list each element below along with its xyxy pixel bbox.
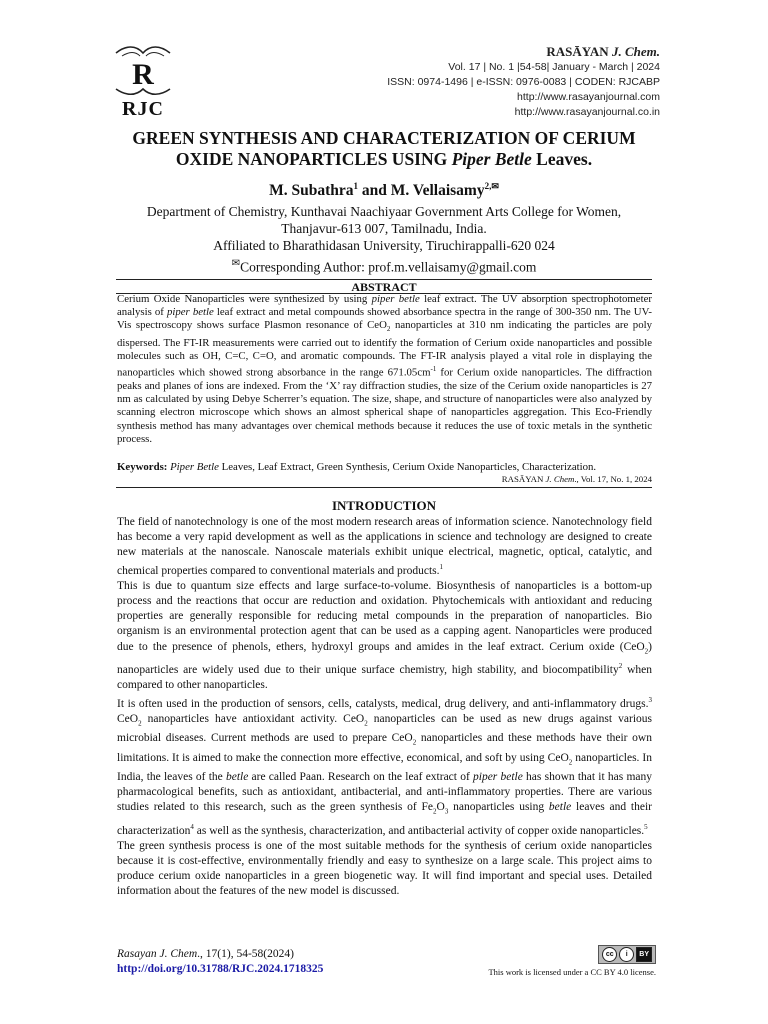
affiliation: Department of Chemistry, Kunthavai Naachiyaar Government Arts College for Women, Thanjavur-613 007, Tamilnadu, India. Affiliated to Bharathidasan University, Tiruchirappalli-620 024 ✉Corresponding Author: prof.m.vellaisamy@gmail.com [100, 203, 668, 275]
author-list: M. Subathra$^1$ and M. Vellaisamy$^{2,✉}$ [269, 181, 499, 200]
license-block [488, 945, 656, 977]
abstract-bottom-rule [116, 487, 652, 488]
license-text: This work is licensed under a CC BY 4.0 license. [488, 967, 656, 977]
introduction-heading: INTRODUCTION [331, 498, 436, 513]
author-1: M. Subathra [269, 182, 354, 200]
author-2: M. Vellaisamy [390, 182, 485, 200]
logo-emblem-icon [112, 44, 174, 96]
mail-icon: ✉ [491, 181, 499, 191]
logo-letter: R [132, 58, 154, 91]
journal-logo [112, 44, 174, 122]
doi-link[interactable]: http://doi.org/10.31788/RJC.2024.1718325 [117, 963, 324, 975]
journal-header [387, 44, 660, 120]
journal-url-1[interactable]: http://www.rasayanjournal.com [517, 91, 660, 103]
abstract-text: Cerium Oxide Nanoparticles were synthesized by using piper betle leaf extract. The UV absorption spectrophotometer analysis of piper betle leaf extract and metal compounds showed absorbance spectra in the range of 300-350 nm. The UV-Vis spectroscopy shows surface Plasmon resonance of CeO$_2$ nanoparticles at 310 nm indicating the particles are poly dispersed. The FT-IR measurements were carried out to identify the formation of Cerium oxide nanoparticles and possible molecules such as OH, C=C, C=O, and aromatic compounds. The FT-IR analysis played a vital role in displaying the nanoparticles which showed strong absorbance in the range $671.05cm^{-1}$ for Cerium oxide nanoparticles. The diffraction peaks and planes of ions are indexed. From the ‘X’ ray diffraction studies, the size of the Cerium oxide nanoparticles is 27 nm as calculated by using Debye Scherrer’s equation. The size, shape, and structure of nanoparticles were also analyzed by scanning electron microscope which shows an almost spherical shape of nanoparticles aggregation. This Eco-Friendly synthesis method has many advantages over chemical methods because it reduces the use of toxic metals in the synthetic process. [117, 293, 653, 445]
journal-issue: Vol. 17 | No. 1 |54-58| January - March | 2024 [448, 61, 660, 73]
intro-paragraph-3: It is often used in the production of sensors, cells, catalysts, medical, drug delivery, and anti-inflammatory drugs.$^3$ CeO$_2$ nanoparticles have antioxidant activity. CeO$_2$ nanoparticles can be used as new drugs against various microbial diseases. Current methods are used to prepare CeO$_2$ nanoparticles and these methods have their own limitations. It is aimed to make the connection more effective, economical, and soft by using CeO$_2$ nanoparticles. In India, the leaves of the betle are called Paan. Research on the leaf extract of piper betle has shown that it has many pharmacological benefits, such as antioxidant, antibacterial, and anti-inflammatory properties. There are various studies related to this research, such as the green synthesis of $Fe_2O_3$ nanoparticles using betle leaves and their characterization$^4$ as well as the synthesis, characterization, and antibacterial activity of copper oxide nanoparticles.$^5$ [117, 695, 652, 837]
intro-paragraph-2: This is due to quantum size effects and large surface-to-volume. Biosynthesis of nanoparticles is a bottom-up process and the reactions that occur are reduction and oxidation. Phytochemicals with antioxidant and reducing properties are generally responsible for reducing metal compounds in the preparation of nanoparticles. Bio organism is an environmental protection agent that can be used as a capping agent. Nanoparticles were produced due to the presence of phenols, ethers, hydroxyl groups and amides in the leaf extract. Cerium oxide (CeO$_2$) nanoparticles are widely used due to their unique surface chemistry, high stability, and biocompatibility$^2$ when compared to other nanoparticles. [117, 580, 652, 691]
footer-citation: Rasayan J. Chem., 17(1), 54-58(2024) http://doi.org/10.31788/RJC.2024.1718325 [117, 948, 324, 975]
introduction-body [117, 515, 652, 899]
journal-url-2[interactable]: http://www.rasayanjournal.co.in [514, 106, 660, 118]
intro-paragraph-4: The green synthesis process is one of the most suitable methods for the synthesis of cerium oxide nanoparticles because it is cost-effective, environmentally friendly and easy to synthesize on a large scale. This project aims to produce cerium oxide nanoparticles in a green biogenetic way. It will find important and special uses. Detailed information about the features of the new model is discussed. [117, 839, 652, 897]
paper-title: GREEN SYNTHESIS AND CHARACTERIZATION OF CERIUM OXIDE NANOPARTICLES USING Piper Betle Leaves. [132, 128, 636, 169]
corresponding-author: ✉Corresponding Author: prof.m.vellaisamy@gmail.com [231, 257, 537, 275]
intro-paragraph-1: The field of nanotechnology is one of the most modern research areas of information science. Nanotechnology field has become a very rapid development as well as the applications in science and technology are designed to create new materials at the nanoscale. Nanoscale materials exhibit unique electrical, magnetic, optical, catalytic, and chemical properties compared to conventional materials and products.$^1$ [117, 516, 652, 578]
abstract-citation: RASĀYAN J. Chem., Vol. 17, No. 1, 2024 [501, 474, 652, 484]
abstract-heading: ABSTRACT [351, 280, 417, 294]
logo-text: RJC [122, 98, 164, 120]
journal-name: RASĀYAN J. Chem. [546, 44, 660, 59]
journal-issn: ISSN: 0974-1496 | e-ISSN: 0976-0083 | CODEN: RJCABP [387, 76, 660, 88]
keywords: Keywords: Piper Betle Leaves, Leaf Extract, Green Synthesis, Cerium Oxide Nanoparticles, Characterization. [117, 461, 597, 473]
mail-icon: ✉ [231, 257, 241, 269]
cc-by-license-icon[interactable]: cc i BY [598, 945, 656, 964]
